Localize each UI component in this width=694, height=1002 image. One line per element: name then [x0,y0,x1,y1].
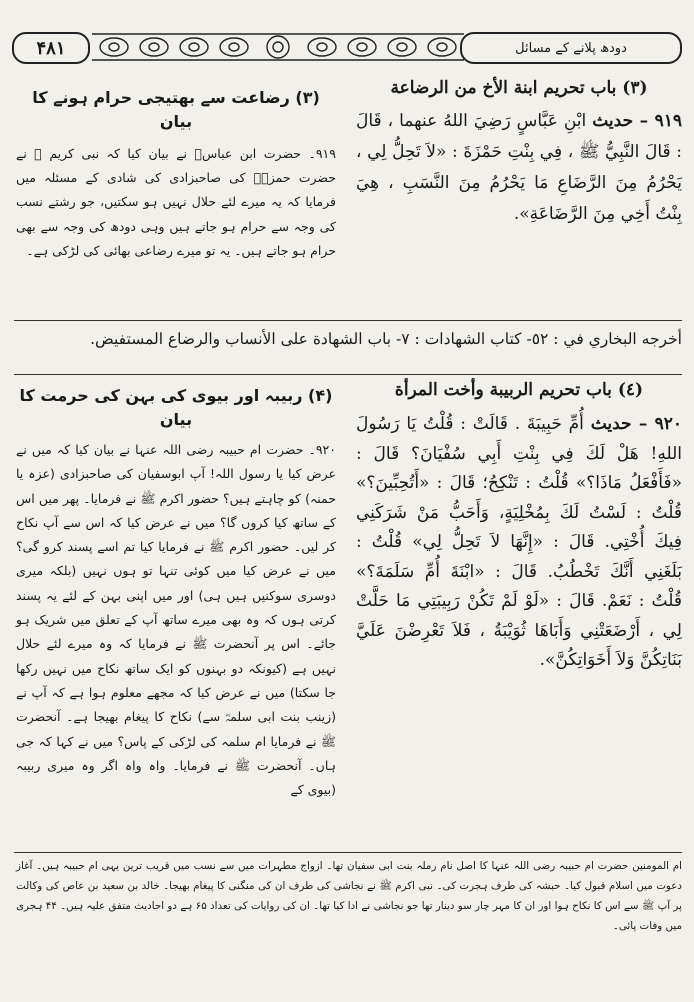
section3-urdu-text: ۹۱۹۔ حضرت ابن عباسؓ نے بیان کیا کہ نبی کریم ﷺ نے حضرت حمزہؓ کی صاحبزادی کی شادی کے مسئلہ میں فرمایا کہ یہ میرے لئے حلال نہیں ہو سکتیں، جو رشتے نسب کی وجہ سے حرام ہو جاتے ہیں وہی دودھ کی وجہ سے بھی حرام ہو جاتے ہیں۔ یہ تو میرے رضاعی بھائی کی لڑکی ہے۔ [16,146,336,258]
section-divider [14,320,682,321]
section4-arabic-heading: (٤) باب تحريم الربيبة وأخت المرأة [394,380,644,400]
hadith-text: ابْنِ عَبَّاسٍ رَضِيَ اللهُ عنهما ، قَالَ : قَالَ النَّبِيُّ ﷺ ، فِي بِنْتِ حَمْزَةَ : «لاَ تَحِلُّ لِي ، يَحْرُمُ مِنَ الرَّضَاعِ مَا يَحْرُمُ مِنَ النَّسَبِ ، هِيَ بِنْتُ أَخِي مِنَ الرَّضَاعَةِ». [356,111,682,224]
section3-arabic-heading: (٣) باب تحريم ابنة الأخ من الرضاعة [390,78,648,98]
page-header [0,30,694,64]
hadith-number: ٩١٩ – حديث [592,111,682,131]
footnote-rule [14,852,682,853]
section4-arabic-hadith [356,410,682,676]
page-number: ۴۸۱ [12,32,90,64]
reference-note: أخرجه البخاري في : ٥٢- كتاب الشهادات : ٧- باب الشهادة على الأنساب والرضاع المستفيض. [90,330,682,348]
footnote: ام المومنین حضرت ام حبیبہ رضی اللہ عنہا کا اصل نام رملہ بنت ابی سفیان تھا۔ ازواج مطہرات میں سے نسب میں قریب ترین یہی ام حبیبہ ہیں۔ آغاز دعوت میں اسلام قبول کیا۔ حبشہ کی طرف ہجرت کی۔ نبی اکرم ﷺ نے نجاشی کی طرف ان کی منگنی کا پیغام بھیجا۔ خالد بن سعید بن عاص کی وکالت پر آپ ﷺ سے اس کا نکاح ہوا اور ان کا مہر چار سو دینار تھا جو نجاشی نے ادا کیا تھا۔ ان کی روایات کی تعداد ۶۵ ہے دو احادیث متفق علیہ ہیں۔ ۴۴ ہجری میں وفات پائی۔ [16,860,682,932]
section4-arabic [356,378,682,676]
section4-urdu-text: ۹۲۰۔ حضرت ام حبیبہ رضی اللہ عنہا نے بیان کیا کہ میں نے عرض کیا یا رسول اللہ! آپ ابوسفیان کی صاحبزادی (عزہ یا حمنہ) کو چاہتے ہیں؟ حضور اکرم ﷺ نے فرمایا۔ پھر میں اس کے ساتھ کیا کروں گا؟ میں نے عرض کیا کہ اس سے آپ نکاح کر لیں۔ حضور اکرم ﷺ نے فرمایا کیا تم اسے پسند کرو گی؟ میں نے عرض کیا میں کوئی تنہا تو ہوں نہیں (بلکہ میری دوسری سوکنیں ہیں ہی) اور میں اپنی بہن کے لئے یہ پسند کرتی ہوں کہ وہ بھی میرے ساتھ آپ کے تعلق میں شریک ہو جائے۔ اس پر آنحضرت ﷺ نے فرمایا کہ وہ میرے لئے حلال نہیں ہے (کیونکہ دو بہنوں کو ایک ساتھ نکاح میں نہیں رکھا جا سکتا) میں نے عرض کیا کہ مجھے معلوم ہوا ہے کہ آپ نے (زینب بنت ابی سلمہؓ سے) نکاح کا پیغام بھیجا ہے۔ آنحضرت ﷺ نے فرمایا ام سلمہ کی لڑکی کے پاس؟ میں نے کہا کہ جی ہاں۔ آنحضرت ﷺ نے فرمایا۔ واہ واہ اگر وہ میری ربیبہ (بیوی کے [16,442,336,798]
hadith-text: أُمِّ حَبِيبَةَ . قَالَتْ : قُلْتُ يَا رَسُولَ اللهِ! هَلْ لَكَ فِي بِنْتِ أَبِي سُفْيَانَ؟ قَالَ : «فَأَفْعَلُ مَاذَا؟» قُلْتُ : تَنْكِحُ؛ قَالَ : «أَتُحِبِّينَ؟» قُلْتُ : لَسْتُ لَكَ بِمُخْلِيَةٍ، وَأَحَبُّ مَنْ شَرَكَنِي فِيكَ أُخْتِي. قَالَ : «إِنَّهَا لاَ تَحِلُّ لِي» قُلْتُ : بَلَغَنِي أَنَّكَ تَخْطُبُ. قَالَ : «ابْنَةَ أُمِّ سَلَمَةَ؟» قُلْتُ : نَعَمْ. قَالَ : «لَوْ لَمْ تَكُنْ رَبِيبَتِي مَا حَلَّتْ لِي ، أَرْضَعَتْنِي وَأَبَاهَا ثُوَيْبَةُ ، فَلاَ تَعْرِضْنَ عَلَيَّ بَنَاتِكُنَّ وَلاَ أَخَوَاتِكُنَّ». [356,414,682,670]
section4-urdu-heading: (۴) ربیبہ اور بیوی کی بہن کی حرمت کا بیان [19,386,333,429]
section-divider [14,374,682,375]
section4-urdu [16,384,336,802]
section3-arabic [356,76,682,230]
running-title: دودھ پلانے کے مسائل [460,32,682,64]
section3-urdu [16,86,336,263]
section3-arabic-hadith [356,106,682,230]
hadith-number: ٩٢٠ – حديث [590,414,683,434]
section3-urdu-heading: (۳) رضاعت سے بھتیجی حرام ہونے کا بیان [32,88,320,131]
header-ornament [92,30,464,64]
